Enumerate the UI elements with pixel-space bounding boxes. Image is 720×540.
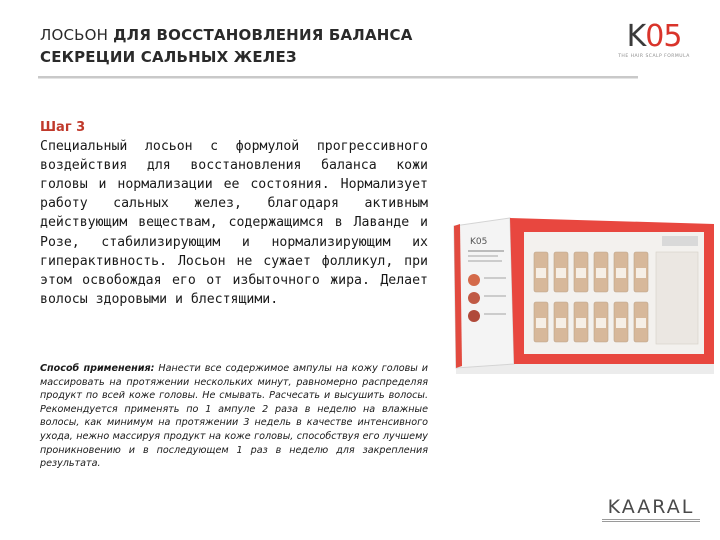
ampoule-label	[576, 318, 586, 328]
box-lid-line	[484, 295, 506, 297]
slide-header	[0, 0, 720, 78]
k05-logo-mark	[618, 20, 690, 54]
ampoule-label	[636, 318, 646, 328]
description-text: Специальный лосьон с формулой прогрессивного воздействия для восстановления баланса кожи головы и нормализации ее состояния. Нормализует работу сальных желез, благодаря активным действующим веществам, содержащимся в Лаванде и Розе, стабилизирующим и нормализирующим их гиперактивность. Лосьон не сужает фолликул, при этом освобождая его от избыточного жира. Делает волосы здоровыми и блестящими.	[40, 139, 428, 307]
title-bold-part-2: СЕКРЕЦИИ САЛЬНЫХ ЖЕЛЕЗ	[40, 48, 297, 66]
ampoule-label	[616, 268, 626, 278]
usage-text: Нанести все содержимое ампулы на кожу головы и массировать на протяжении нескольких минут, равномерно распределяя продукт по всей коже головы. Не смывать. Расчесать и высушить волосы. Рекомендуется применять по 1 ампуле 2 раза в неделю на влажные волосы, как минимум на протяжении 3 недель в качестве интенсивного ухода, нежно массируя продукт на коже головы, способствуя его лучшему проникновению и в последующем 1 раз в неделю для закрепления результата.	[40, 363, 428, 470]
title-light-part: ЛОСЬОН	[40, 26, 109, 44]
title-bold-part-1: ДЛЯ ВОССТАНОВЛЕНИЯ БАЛАНСА	[113, 26, 413, 44]
ampoule-label	[596, 268, 606, 278]
box-lid-line	[484, 277, 506, 279]
box-lid-line	[468, 260, 502, 262]
usage-instructions	[40, 362, 428, 471]
box-lid-line	[484, 313, 506, 315]
ampoule-label	[556, 318, 566, 328]
box-lid-brand: K05	[470, 237, 488, 247]
k05-logo-tagline: THE HAIR SCALP FORMULA	[618, 54, 690, 59]
box-insert-label	[662, 236, 698, 246]
page-title	[40, 24, 600, 68]
ampoule-label	[536, 268, 546, 278]
product-photo	[452, 214, 716, 376]
ampoule-label	[636, 268, 646, 278]
ampoule-label	[536, 318, 546, 328]
kaaral-logo-mark: KAARAL	[607, 496, 695, 518]
box-lid-badge	[468, 292, 480, 304]
step-label: Шаг 3	[40, 120, 86, 135]
product-description	[40, 118, 428, 309]
ampoule-label	[556, 268, 566, 278]
ampoule-label	[596, 318, 606, 328]
box-lid-badge	[468, 310, 480, 322]
kaaral-logo-underline	[602, 519, 700, 522]
ampoule-label	[616, 318, 626, 328]
ampoule-label	[576, 268, 586, 278]
box-compartment	[656, 252, 698, 344]
box-lid-badge	[468, 274, 480, 286]
k05-logo-number: 05	[645, 19, 682, 54]
k05-logo	[618, 20, 690, 72]
k05-logo-k: K	[626, 19, 646, 54]
title-divider-shadow	[38, 78, 638, 79]
kaaral-logo	[598, 496, 704, 526]
usage-label: Способ применения:	[40, 363, 155, 374]
box-lid-line	[468, 255, 498, 257]
box-lid-line	[468, 250, 504, 252]
